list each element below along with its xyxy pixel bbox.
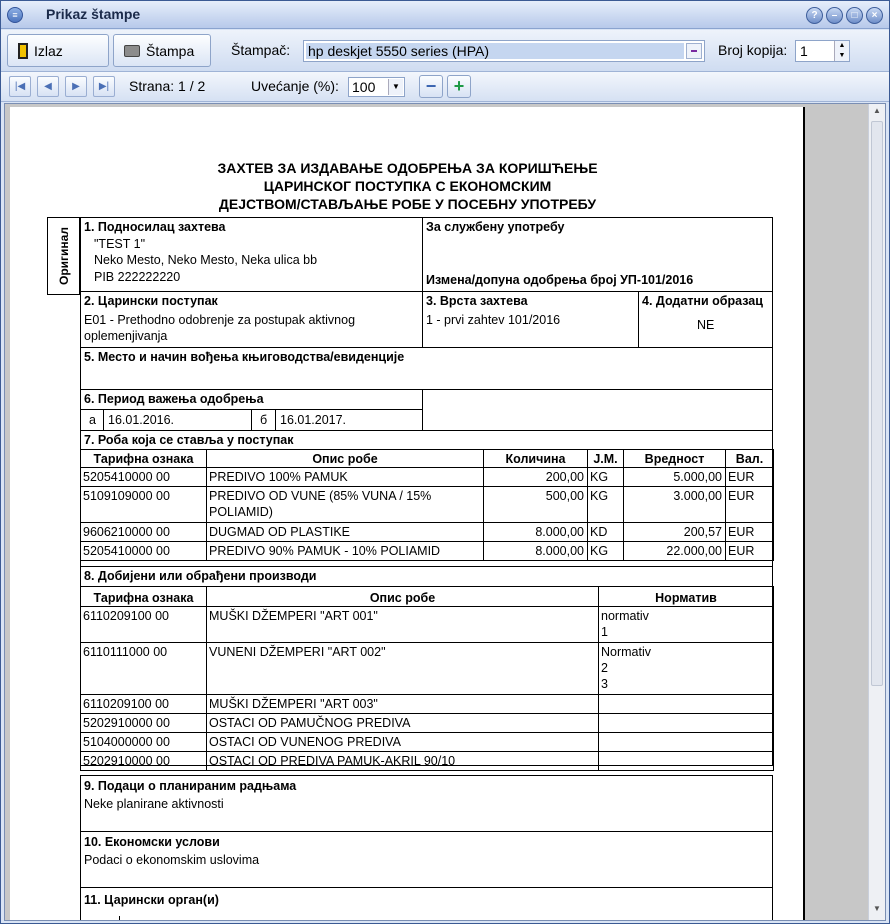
document-title: ЗАХТЕВ ЗА ИЗДАВАЊЕ ОДОБРЕЊА ЗА КОРИШЋЕЊЕ ЦАРИНСКОГ ПОСТУПКА С ЕКОНОМСКИМ ДЕЈСТВОМ/СТАВЉАЊЕ РОБЕ У ПОСЕБНУ УПОТРЕБУ (217, 160, 598, 212)
table-cell (587, 467, 624, 487)
cell-text: POLIAMID) (209, 505, 273, 519)
last-page-icon[interactable]: ▶| (93, 76, 115, 97)
section-8: 8. Добијени или обрађени производи (80, 566, 773, 766)
table-cell (206, 751, 599, 771)
exit-button[interactable] (7, 34, 109, 67)
cell-text: 5205410000 00 (83, 470, 170, 484)
cell-text: Normativ (601, 645, 652, 659)
table-cell (80, 541, 207, 561)
table-cell (598, 713, 774, 733)
table-cell (206, 713, 599, 733)
table-cell (483, 467, 588, 487)
cell-text: EUR (728, 544, 755, 558)
table-header-cell (623, 449, 726, 468)
table-cell (623, 522, 726, 542)
first-page-icon[interactable]: |◀ (9, 76, 31, 97)
table-cell (725, 467, 774, 487)
zoom-select[interactable] (348, 77, 405, 97)
table-cell (483, 486, 588, 523)
next-page-icon[interactable]: ▶ (65, 76, 87, 97)
dropdown-icon[interactable] (686, 43, 702, 59)
section-4: 4. Додатни образац NE (638, 291, 773, 348)
cell-text: 200,57 (683, 525, 722, 539)
table-cell (80, 486, 207, 523)
preview-area[interactable] (4, 103, 886, 921)
cell-text: 5109109000 00 (83, 489, 170, 503)
printer-label: Štampač: (231, 42, 291, 58)
table-header-cell (206, 586, 599, 607)
cell-text: 5202910000 00 (83, 754, 170, 768)
table-header-cell (725, 449, 774, 468)
column-header: Количина (505, 452, 566, 466)
cell-text: EUR (728, 525, 755, 539)
table-cell (623, 467, 726, 487)
copies-value: 1 (800, 43, 808, 59)
minimize-icon[interactable]: – (826, 7, 843, 24)
table-cell (80, 522, 207, 542)
scroll-thumb[interactable] (871, 121, 883, 686)
door-icon (18, 43, 28, 59)
maximize-icon[interactable]: □ (846, 7, 863, 24)
column-header: Опис робе (312, 452, 378, 466)
cell-text: 5202910000 00 (83, 716, 170, 730)
cell-text: 6110209100 00 (83, 609, 169, 623)
cell-text: 500,00 (545, 489, 584, 503)
column-header: Вал. (735, 452, 764, 466)
section-6: 6. Период важења одобрења а 16.01.2016. б 16.01.2017. (80, 389, 423, 431)
table-cell (206, 522, 484, 542)
printer-select[interactable] (303, 40, 705, 62)
stepper-arrows-icon[interactable]: ▲ ▼ (834, 41, 849, 61)
help-icon[interactable]: ? (806, 7, 823, 24)
section-3: 3. Врста захтева 1 - prvi zahtev 101/2016 (422, 291, 639, 348)
vertical-scrollbar[interactable] (868, 104, 885, 920)
table-header-cell (80, 449, 207, 468)
cell-text: DUGMAD OD PLASTIKE (209, 525, 350, 539)
chevron-down-icon[interactable]: ▼ (388, 79, 403, 95)
section-1: 1. Подносилац захтева "TEST 1" Neko Mesto, Neko Mesto, Neka ulica bb PIB 222222220 (80, 217, 423, 292)
table-cell (598, 606, 774, 643)
table-header-cell (80, 586, 207, 607)
table-cell (206, 486, 484, 523)
cell-text: 5205410000 00 (83, 544, 170, 558)
table-cell (206, 694, 599, 714)
table-cell (598, 642, 774, 695)
page-indicator: Strana: 1 / 2 (129, 78, 206, 94)
copies-stepper[interactable] (795, 40, 850, 62)
cell-text: 5104000000 00 (83, 735, 170, 749)
table-cell (206, 732, 599, 752)
column-header: Тарифна ознака (93, 591, 194, 605)
scroll-up-icon[interactable]: ▲ (873, 106, 881, 115)
table-cell (80, 642, 207, 695)
cell-text: VUNENI DŽEMPERI "ART 002" (209, 645, 386, 659)
cell-text: 5.000,00 (673, 470, 722, 484)
table-cell (206, 642, 599, 695)
cell-text: 3.000,00 (673, 489, 722, 503)
copies-label: Broj kopija: (718, 42, 788, 58)
cell-text: 22.000,00 (666, 544, 722, 558)
cell-text: KG (590, 470, 609, 484)
table-cell (623, 541, 726, 561)
table-header-cell (206, 449, 484, 468)
table-cell (483, 522, 588, 542)
cell-text: 3 (601, 677, 608, 691)
navigation-toolbar (1, 72, 889, 102)
cell-text: KG (590, 489, 609, 503)
cell-text: EUR (728, 470, 755, 484)
cell-text: OSTACI OD PAMUČNOG PREDIVA (209, 716, 411, 730)
title-bar (1, 1, 889, 29)
cell-text: 200,00 (545, 470, 584, 484)
table-cell (206, 467, 484, 487)
section-2: 2. Царински поступак E01 - Prethodno odobrenje za postupak aktivnog oplemenjivanja (80, 291, 423, 348)
table-cell (80, 694, 207, 714)
column-header: Ј.М. (593, 452, 618, 466)
cell-text: normativ (601, 609, 649, 623)
table-cell (80, 467, 207, 487)
section-6-empty (422, 389, 773, 431)
column-header: Норматив (655, 591, 717, 605)
table-cell (483, 541, 588, 561)
cell-text: 9606210000 00 (83, 525, 170, 539)
section-10: 10. Економски услови Podaci o ekonomskim uslovima (80, 831, 773, 888)
table-cell (80, 713, 207, 733)
table-cell (587, 541, 624, 561)
table-cell (206, 541, 484, 561)
table-cell (725, 486, 774, 523)
table-header-cell (598, 586, 774, 607)
cell-text: MUŠKI DŽEMPERI "ART 001" (209, 609, 378, 623)
table-cell (725, 541, 774, 561)
exit-label: Izlaz (34, 42, 63, 59)
table-cell (80, 732, 207, 752)
table-cell (587, 486, 624, 523)
cell-text: 6110209100 00 (83, 697, 169, 711)
print-label: Štampa (146, 42, 195, 59)
cell-text: OSTACI OD VUNENOG PREDIVA (209, 735, 401, 749)
cell-text: OSTACI OD PREDIVA PAMUK-AKRIL 90/10 (209, 754, 456, 768)
official-use: За службену употребу Измена/допуна одобрења број УП-101/2016 (422, 217, 773, 292)
zoom-label: Uvećanje (%): (251, 78, 339, 94)
table-cell (598, 694, 774, 714)
cell-text: KG (590, 544, 609, 558)
cell-text: PREDIVO 100% PAMUK (209, 470, 348, 484)
printer-icon (124, 45, 140, 57)
cell-text: PREDIVO 90% PAMUK - 10% POLIAMID (209, 544, 441, 558)
cell-text: 1 (601, 625, 608, 639)
original-stamp: Оригинал (47, 217, 80, 295)
section-9: 9. Подаци о планираним радњама Neke planirane aktivnosti (80, 775, 773, 832)
cell-text: MUŠKI DŽEMPERI "ART 003" (209, 697, 378, 711)
table-cell (725, 522, 774, 542)
section-11: 11. Царински орган(и) (80, 887, 773, 921)
cell-text: 8.000,00 (535, 544, 584, 558)
table-header-cell (587, 449, 624, 468)
cell-text: 8.000,00 (535, 525, 584, 539)
table-cell (80, 751, 207, 771)
cell-text: EUR (728, 489, 755, 503)
column-header: Тарифна ознака (93, 452, 194, 466)
table-header-cell (483, 449, 588, 468)
table-cell (80, 606, 207, 643)
print-button[interactable] (113, 34, 211, 67)
column-header: Вредност (644, 452, 705, 466)
table-cell (206, 606, 599, 643)
window-title: Prikaz štampe (46, 6, 141, 22)
section-5: 5. Место и начин вођења књиговодства/евиденције (80, 347, 773, 390)
previous-page-icon[interactable]: ◀ (37, 76, 59, 97)
column-header: Опис робе (369, 591, 436, 605)
zoom-out-button[interactable]: − (419, 75, 443, 98)
document-page (10, 107, 805, 921)
system-menu-icon[interactable]: ≡ (7, 7, 23, 23)
cell-text: 6110111000 00 (83, 645, 168, 659)
cell-text: 2 (601, 661, 608, 675)
cell-text: KD (590, 525, 608, 539)
table-cell (598, 751, 774, 771)
printer-value: hp deskjet 5550 series (HPA) (306, 43, 684, 59)
zoom-in-button[interactable]: + (447, 75, 471, 98)
table-cell (598, 732, 774, 752)
zoom-value: 100 (352, 79, 376, 95)
close-icon[interactable]: × (866, 7, 883, 24)
scroll-down-icon[interactable]: ▼ (873, 904, 881, 913)
cell-text: PREDIVO OD VUNE (85% VUNA / 15% (209, 489, 432, 503)
table-cell (587, 522, 624, 542)
table-cell (623, 486, 726, 523)
section-7: 7. Роба која се ставља у поступак (80, 430, 773, 567)
